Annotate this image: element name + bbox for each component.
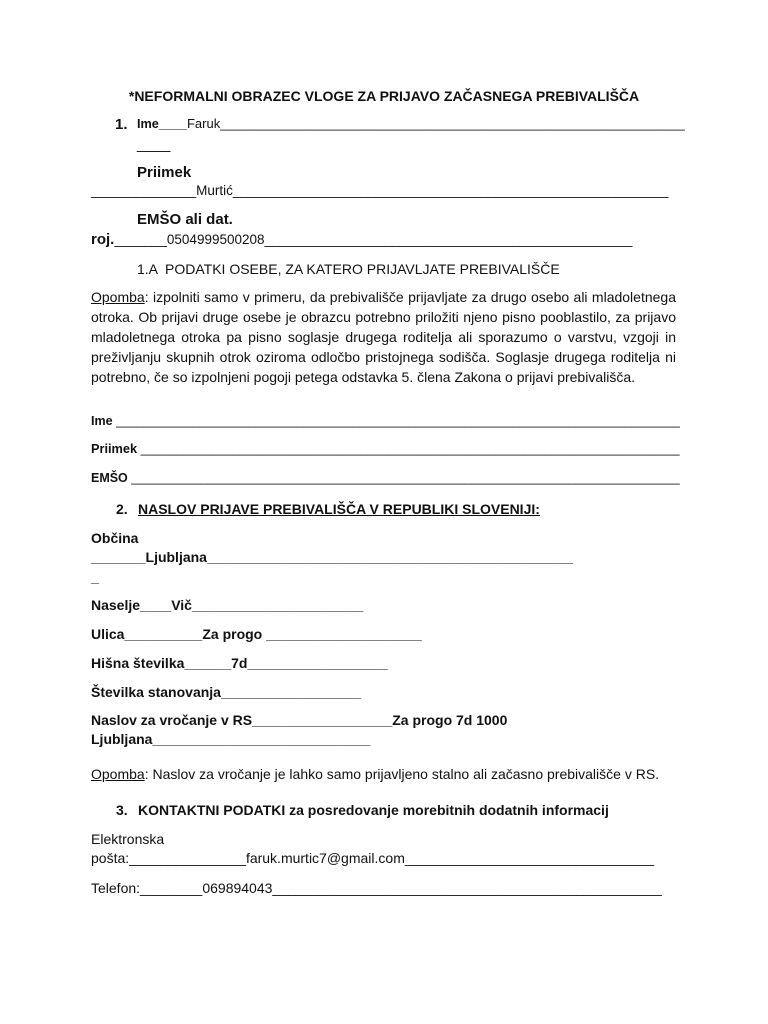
section-2-number: 2. <box>116 501 128 517</box>
section-1a-heading: 1.A PODATKI OSEBE, ZA KATERO PRIJAVLJATE PREBIVALIŠČE <box>137 261 560 277</box>
telefon-value: 069894043 <box>202 880 273 896</box>
obcina-wrap-line: _ <box>91 569 99 585</box>
hisna-value: 7d <box>231 655 248 671</box>
emso-1a-label: EMŠO <box>91 471 128 485</box>
priimek-label: Priimek <box>137 164 192 181</box>
ime-1a-row[interactable] <box>91 415 680 428</box>
hisna-prefix-line: ______ <box>184 655 232 671</box>
hisna-field-row[interactable] <box>91 656 388 670</box>
priimek-1a-label: Priimek <box>91 441 138 456</box>
vrocanje-field-row-2[interactable] <box>91 732 370 746</box>
emso-suffix-line: _________________________________________________ <box>264 232 633 247</box>
vrocanje-value-2: Ljubljana <box>91 731 153 747</box>
telefon-label: Telefon: <box>91 880 141 896</box>
telefon-suffix-line: __________________________________________________ <box>272 880 662 896</box>
naselje-value: Vič <box>171 597 192 613</box>
ime-suffix-line: __________________________________________________________________ <box>220 117 685 131</box>
ulica-field-row[interactable] <box>91 627 422 641</box>
priimek-suffix-line: __________________________________________________________ <box>232 183 669 198</box>
naselje-label: Naselje <box>91 597 141 613</box>
stanovanje-label: Številka stanovanja <box>91 684 221 700</box>
section-2-heading: NASLOV PRIJAVE PREBIVALIŠČA V REPUBLIKI SLOVENIJI: <box>138 501 540 517</box>
ime-field-row[interactable] <box>137 117 685 131</box>
opomba-2-text: : Naslov za vročanje je lahko samo prijavljeno stalno ali začasno prebivališče v RS. <box>144 766 660 782</box>
stanovanje-field-row[interactable] <box>91 685 361 699</box>
emso-1a-row[interactable] <box>91 472 680 484</box>
obcina-label: Občina <box>91 530 139 546</box>
form-title: *NEFORMALNI OBRAZEC VLOGE ZA PRIJAVO ZAČASNEGA PREBIVALIŠČA <box>128 88 640 104</box>
naselje-suffix-line: ______________________ <box>191 597 364 613</box>
section-2-note <box>91 767 659 781</box>
telefon-prefix-line: ________ <box>140 880 203 896</box>
ime-1a-label: Ime <box>91 414 113 428</box>
section-3-heading: KONTAKTNI PODATKI za posredovanje morebitnih dodatnih informacij <box>138 802 609 818</box>
opomba-2-label: Opomba <box>91 766 145 782</box>
ulica-label: Ulica <box>91 626 125 642</box>
emso-field-row[interactable] <box>91 232 632 247</box>
emso-value: 0504999500208 <box>166 232 265 247</box>
stanovanje-line: __________________ <box>220 684 362 700</box>
naselje-field-row[interactable] <box>91 598 363 612</box>
email-field-row[interactable] <box>91 851 654 865</box>
ulica-prefix-line: __________ <box>124 626 203 642</box>
opomba-label: Opomba <box>91 289 145 305</box>
vrocanje-field-row[interactable] <box>91 713 507 727</box>
vrocanje-suffix-line: ____________________________ <box>152 731 371 747</box>
hisna-label: Hišna številka <box>91 655 185 671</box>
email-prefix-line: _______________ <box>129 850 246 866</box>
obcina-field-row[interactable] <box>91 550 573 564</box>
ulica-value: Za progo <box>202 626 267 642</box>
priimek-1a-line: ____________________________________________________________________________ <box>140 441 680 456</box>
emso-prefix-line: _______ <box>114 232 167 247</box>
email-label: Elektronska <box>91 831 165 847</box>
email-suffix-line: ________________________________ <box>404 850 655 866</box>
obcina-suffix-line: _______________________________________________ <box>206 549 573 565</box>
email-label-2: pošta: <box>91 850 130 866</box>
vrocanje-label: Naslov za vročanje v RS <box>91 712 253 728</box>
priimek-field-row[interactable] <box>91 184 668 198</box>
ime-prefix-line: ____ <box>158 117 187 131</box>
obcina-prefix-line: _______ <box>91 549 146 565</box>
obcina-value: Ljubljana <box>145 549 207 565</box>
ime-label: Ime <box>137 117 159 131</box>
hisna-suffix-line: __________________ <box>247 655 388 671</box>
section-1-number: 1. <box>115 116 128 133</box>
emso-label: EMŠO ali dat. <box>137 211 233 228</box>
priimek-1a-row[interactable] <box>91 443 680 456</box>
email-value: faruk.murtic7@gmail.com <box>245 850 405 866</box>
emso-label-roj: roj. <box>91 231 115 248</box>
priimek-prefix-line: ______________ <box>91 183 197 198</box>
ulica-suffix-line: ____________________ <box>266 626 422 642</box>
opomba-text: : izpolniti samo v primeru, da prebivališče prijavljate za drugo osebo ali mladoletnega otroka. Ob prijavi druge osebe je obrazcu potrebno priložiti njeno pisno pooblastilo, za prijavo mladoletnega otroka pa pisno soglasje drugega roditelja ali sporazumo o varstvu, vzgoji in preživljanju skupnih otrok oziroma odločbo pristojnega sodišča. Soglasje drugega roditelja ni potrebno, če so izpolnjeni pogoji petega odstavka 5. člena Zakona o prijavi prebivališča. <box>91 289 676 385</box>
ime-wrap-line: ____ <box>137 136 171 153</box>
vrocanje-value: Za progo 7d 1000 <box>392 712 508 728</box>
priimek-value: Murtić <box>196 183 233 198</box>
vrocanje-prefix-line: __________________ <box>252 712 393 728</box>
ime-1a-line: _________________________________________________________________________________ <box>116 414 680 428</box>
telefon-field-row[interactable] <box>91 881 662 895</box>
section-1a-note <box>91 287 676 387</box>
ime-value: Faruk <box>186 116 221 131</box>
emso-1a-line: _______________________________________________________________________________ <box>131 471 680 485</box>
section-3-number: 3. <box>116 802 128 818</box>
naselje-prefix-line: ____ <box>140 597 172 613</box>
